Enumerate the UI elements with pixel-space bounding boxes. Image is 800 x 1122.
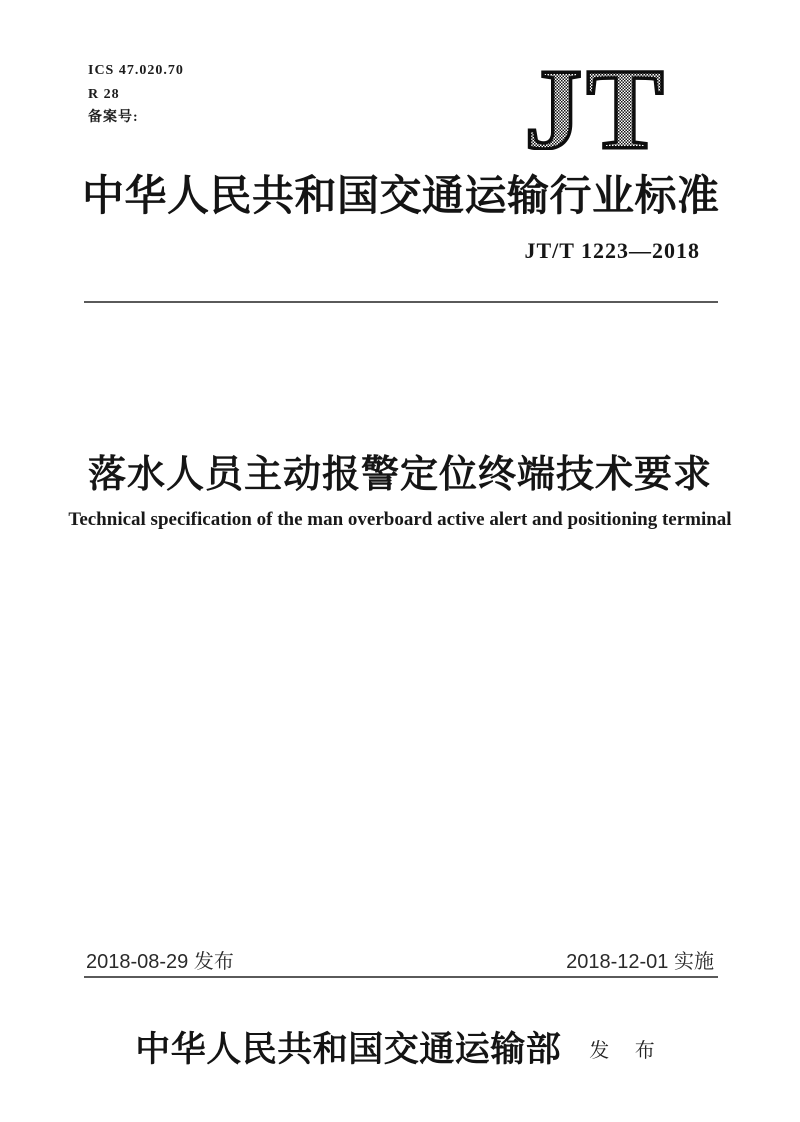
jt-logo-text: JT	[524, 62, 668, 150]
issue-date: 2018-08-29 发布	[86, 951, 234, 973]
top-rule	[84, 301, 718, 303]
classification-code: R 28	[88, 86, 120, 102]
record-number-label: 备案号:	[88, 110, 139, 125]
title-english: Technical specification of the man overboard active alert and positioning terminal	[68, 509, 732, 530]
standard-number: JT/T 1223—2018	[524, 238, 700, 263]
title-chinese: 落水人员主动报警定位终端技术要求	[87, 454, 712, 496]
publisher-name: 中华人民共和国交通运输部	[135, 1030, 562, 1069]
jt-logo	[519, 62, 673, 150]
publisher-row	[0, 1022, 800, 1072]
implementation-date: 2018-12-01 实施	[566, 951, 714, 973]
dates-row	[86, 945, 714, 974]
publish-label: 发 布	[589, 1040, 665, 1062]
bottom-rule	[84, 976, 718, 978]
standard-type-title: 中华人民共和国交通运输行业标准	[82, 174, 720, 220]
ics-code: ICS 47.020.70	[88, 63, 184, 78]
meta-block	[88, 59, 184, 130]
